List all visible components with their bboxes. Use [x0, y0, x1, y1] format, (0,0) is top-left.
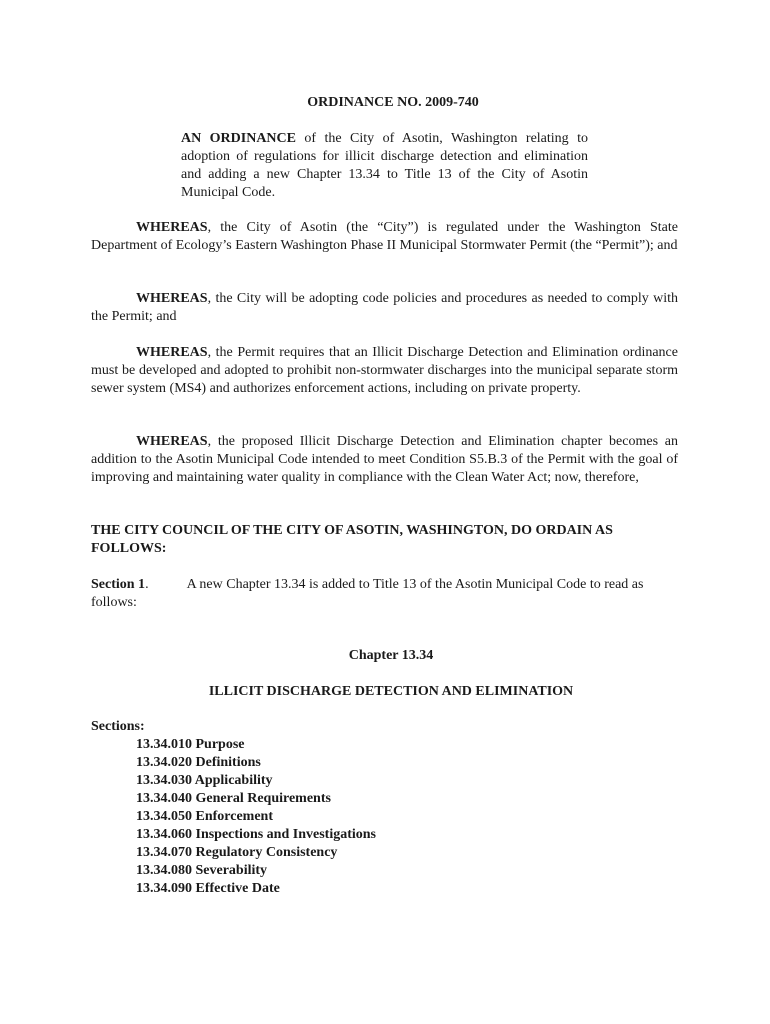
- whereas-lead: WHEREAS: [136, 291, 208, 306]
- sections-list: [136, 736, 376, 898]
- sections-heading: Sections:: [91, 719, 145, 734]
- section-item: 13.34.050 Enforcement: [136, 809, 273, 824]
- section-item: 13.34.030 Applicability: [136, 773, 273, 788]
- whereas-text: , the proposed Illicit Discharge Detection and Elimination chapter becomes an addition to the Asotin Municipal Code intended to meet Condition S5.B.3 of the Permit with the goal of improving and maintaining water quality in compliance with the Clean Water Act; now, therefore,: [91, 434, 678, 485]
- whereas-paragraph-4: [91, 433, 678, 487]
- whereas-lead: WHEREAS: [136, 220, 208, 235]
- chapter-name: ILLICIT DISCHARGE DETECTION AND ELIMINATION: [208, 684, 574, 699]
- summary-text: of the City of Asotin, Washington relating to adoption of regulations for illicit discharge detection and elimination and adding a new Chapter 13.34 to Title 13 of the City of Asotin Municipal Code.: [181, 131, 588, 200]
- section-1-label: Section 1: [91, 577, 146, 592]
- whereas-lead: WHEREAS: [136, 434, 208, 449]
- summary-lead: AN ORDINANCE: [181, 131, 296, 146]
- section-item: 13.34.070 Regulatory Consistency: [136, 845, 338, 860]
- ordinance-title: ORDINANCE NO. 2009-740: [307, 95, 479, 110]
- whereas-paragraph-2: [91, 290, 678, 326]
- chapter-number: Chapter 13.34: [348, 648, 434, 663]
- section-item: 13.34.020 Definitions: [136, 755, 261, 770]
- whereas-text: , the City will be adopting code policies and procedures as needed to comply with the Permit; and: [91, 291, 678, 324]
- section-1-paragraph: [91, 576, 678, 612]
- ordinance-summary: [181, 130, 588, 202]
- whereas-lead: WHEREAS: [136, 345, 208, 360]
- section-item: 13.34.090 Effective Date: [136, 881, 280, 896]
- section-1-period: .: [145, 577, 149, 592]
- section-1-text: A new Chapter 13.34 is added to Title 13 of the Asotin Municipal Code to read as follows:: [91, 577, 644, 610]
- whereas-text: , the Permit requires that an Illicit Discharge Detection and Elimination ordinance must be developed and adopted to prohibit non-stormwater discharges into the municipal separate storm sewer system (MS4) and authorizes enforcement actions, including on private property.: [91, 345, 678, 396]
- whereas-paragraph-3: [91, 344, 678, 398]
- council-ordain-statement: THE CITY COUNCIL OF THE CITY OF ASOTIN, WASHINGTON, DO ORDAIN AS FOLLOWS:: [91, 523, 613, 556]
- whereas-text: , the City of Asotin (the “City”) is regulated under the Washington State Department of Ecology’s Eastern Washington Phase II Municipal Stormwater Permit (the “Permit”); and: [91, 220, 678, 253]
- whereas-paragraph-1: [91, 219, 678, 255]
- section-item: 13.34.060 Inspections and Investigations: [136, 827, 376, 842]
- section-item: 13.34.010 Purpose: [136, 737, 245, 752]
- section-item: 13.34.040 General Requirements: [136, 791, 331, 806]
- section-item: 13.34.080 Severability: [136, 863, 268, 878]
